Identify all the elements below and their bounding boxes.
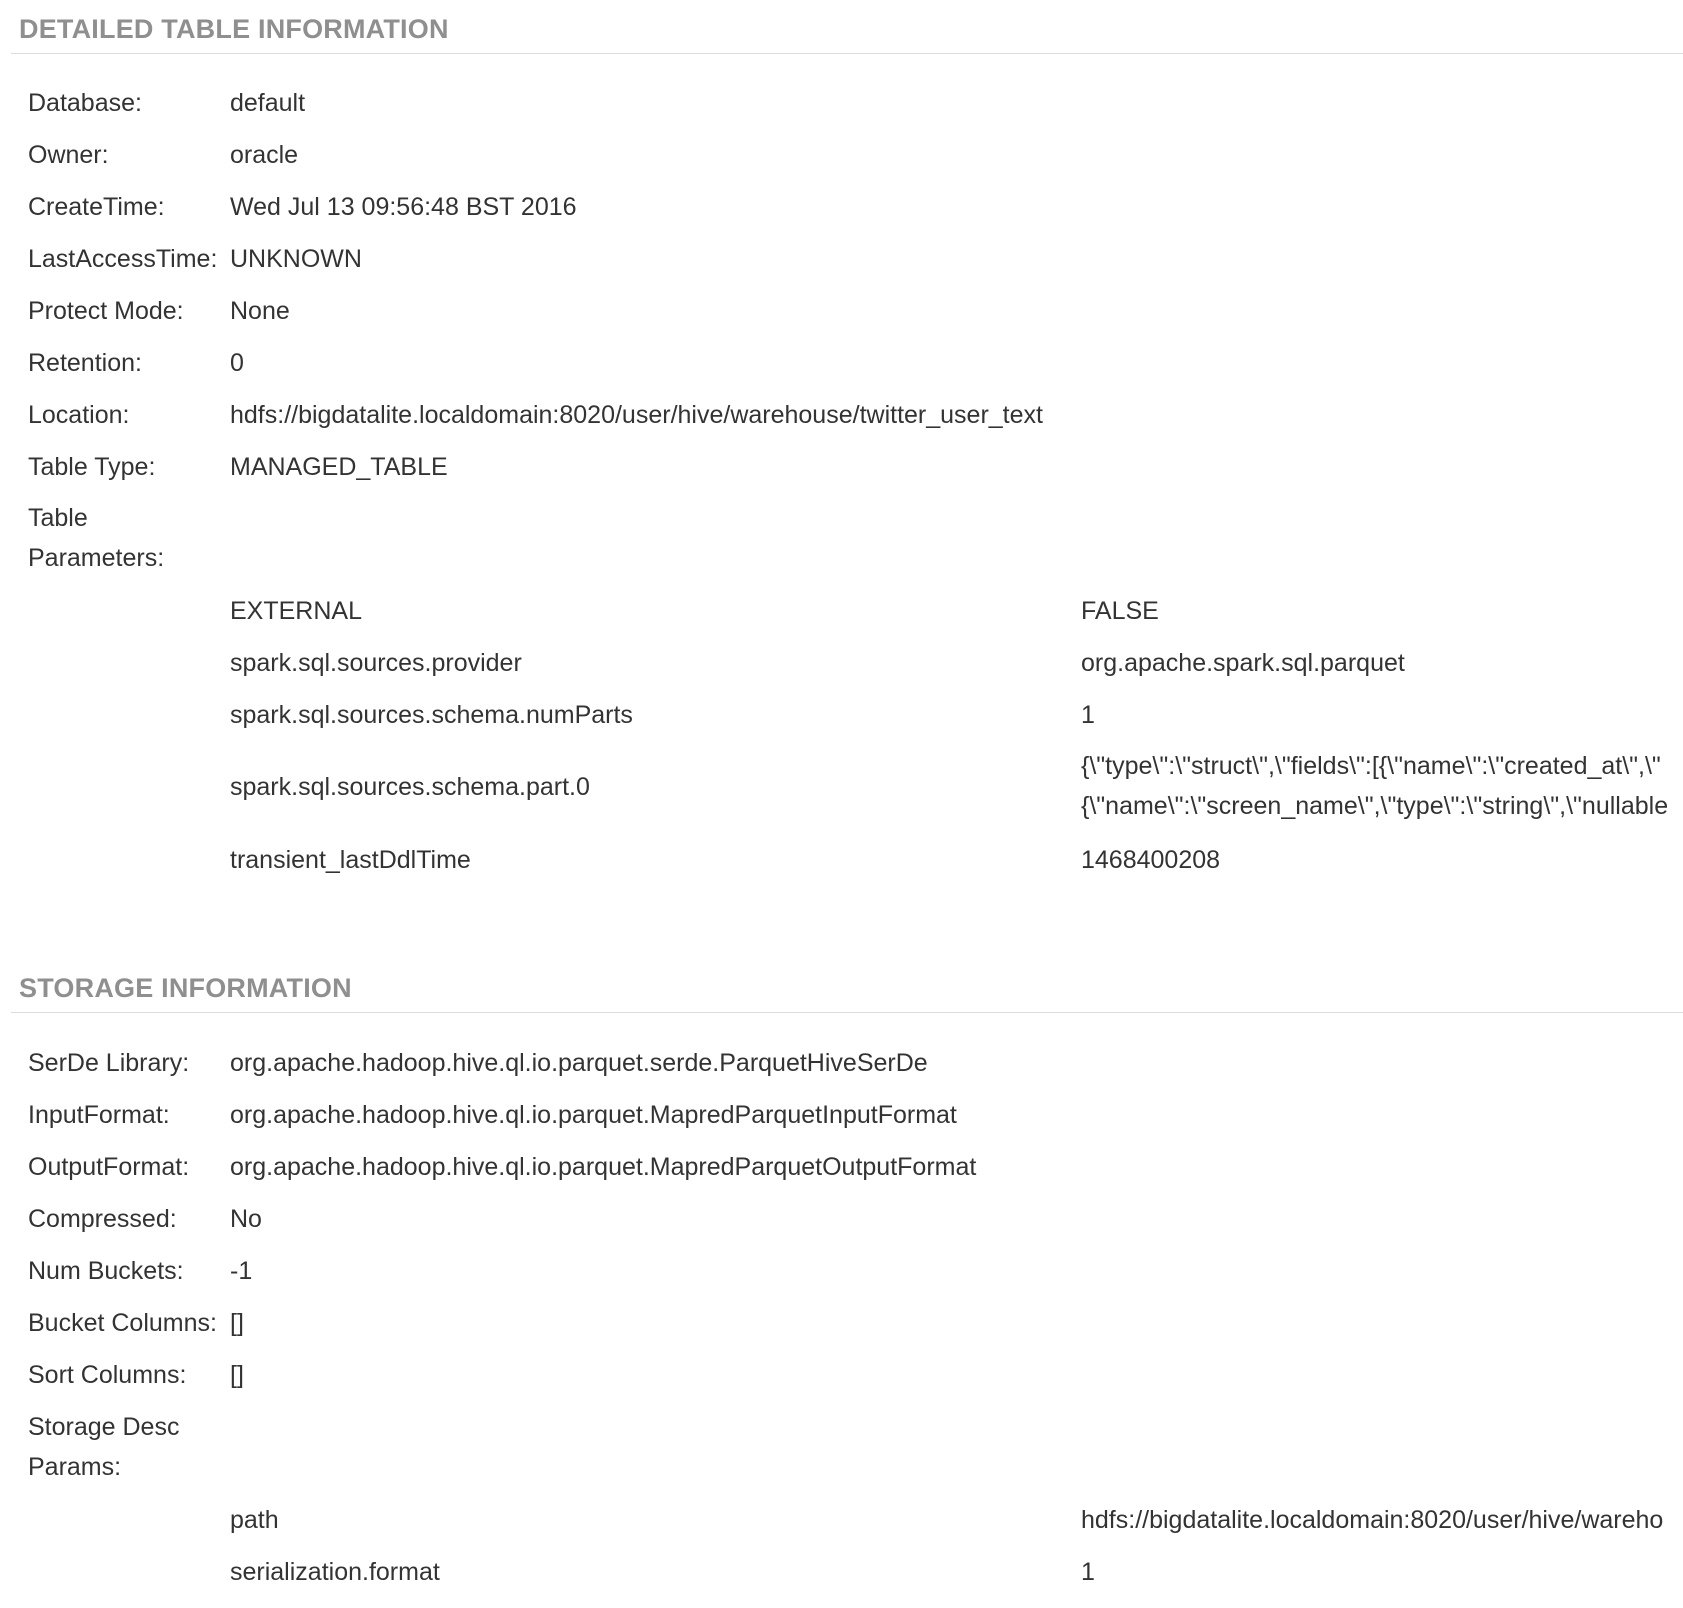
row-value: Wed Jul 13 09:56:48 BST 2016 [230,193,577,221]
row-value: [] [230,1361,244,1389]
row-label: Num Buckets: [28,1257,184,1285]
param-value-line: {\"type\":\"struct\",\"fields\":[{\"name\":\"created_at\",\" [1081,752,1661,780]
row-value: org.apache.hadoop.hive.ql.io.parquet.serde.ParquetHiveSerDe [230,1049,928,1077]
param-key: spark.sql.sources.schema.part.0 [230,773,590,801]
row-value: [] [230,1309,244,1337]
row-label: Protect Mode: [28,297,184,325]
param-key: EXTERNAL [230,597,362,625]
row-value: UNKNOWN [230,245,362,273]
row-value: No [230,1205,262,1233]
param-key: transient_lastDdlTime [230,846,471,874]
row-value: oracle [230,141,299,169]
param-value: 1468400208 [1081,846,1221,874]
row-value: default [230,89,306,117]
param-value-line: {\"name\":\"screen_name\",\"type\":\"string\",\"nullable [1081,792,1669,820]
row-label: Database: [28,89,142,117]
row-label: OutputFormat: [28,1153,190,1181]
row-value: None [230,297,290,325]
param-key: spark.sql.sources.schema.numParts [230,701,633,729]
param-key: serialization.format [230,1558,440,1586]
row-label: InputFormat: [28,1101,170,1129]
row-value: hdfs://bigdatalite.localdomain:8020/user/hive/warehouse/twitter_user_text [230,401,1043,429]
section-title: DETAILED TABLE INFORMATION [19,14,449,44]
param-value: org.apache.spark.sql.parquet [1081,649,1405,677]
section-title: STORAGE INFORMATION [19,973,352,1003]
row-label: Table Parameters: [28,504,165,572]
detailed-table-information-header [11,4,1683,54]
param-value: FALSE [1081,597,1159,625]
row-value: org.apache.hadoop.hive.ql.io.parquet.MapredParquetOutputFormat [230,1153,977,1181]
param-value: 1 [1081,701,1095,729]
row-label: Location: [28,401,130,429]
row-value: org.apache.hadoop.hive.ql.io.parquet.MapredParquetInputFormat [230,1101,957,1129]
param-value: 1 [1081,1558,1095,1586]
row-label: CreateTime: [28,193,165,221]
row-label: Sort Columns: [28,1361,187,1389]
row-value: -1 [230,1257,253,1285]
param-key: spark.sql.sources.provider [230,649,522,677]
row-value: 0 [230,349,244,377]
row-label: LastAccessTime: [28,245,218,273]
param-value [1081,746,1668,826]
row-label: Bucket Columns: [28,1309,217,1337]
row-label: Compressed: [28,1205,177,1233]
row-label: Retention: [28,349,142,377]
row-label: Table Type: [28,453,156,481]
storage-information-header [11,963,1683,1013]
param-value: hdfs://bigdatalite.localdomain:8020/user/hive/wareho [1081,1506,1664,1534]
param-key: path [230,1506,279,1534]
row-label: Owner: [28,141,109,169]
row-value: MANAGED_TABLE [230,453,448,481]
row-label: Storage Desc Params: [28,1413,180,1481]
row-label: SerDe Library: [28,1049,190,1077]
